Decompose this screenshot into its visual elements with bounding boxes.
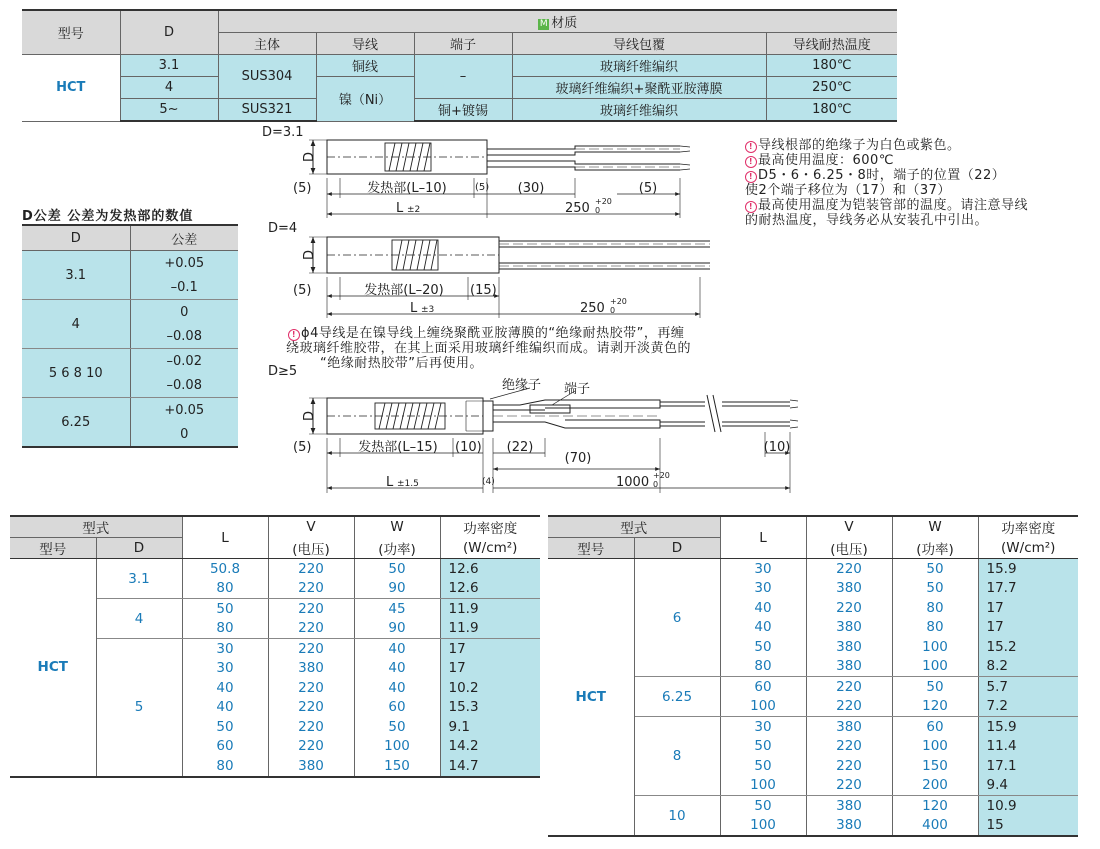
l-value: 60 <box>182 737 268 757</box>
v-value: 220 <box>268 678 354 698</box>
h-material-label: 材质 <box>551 16 578 31</box>
pd-value: 12.6 <box>440 579 540 599</box>
h-model: 型号 <box>548 538 634 559</box>
h-cover: 导线包覆 <box>512 33 766 55</box>
dim-f: (10) <box>763 440 791 455</box>
v-value: 380 <box>806 796 892 816</box>
body-sus304: SUS304 <box>218 55 316 99</box>
v-value: 380 <box>268 756 354 777</box>
caution-icon: ! <box>745 171 757 183</box>
l-value: 50 <box>182 717 268 737</box>
tol-d: 3.1 <box>22 251 130 300</box>
h-lead: 导线 <box>316 33 414 55</box>
l-value: 50 <box>720 737 806 757</box>
tol-upper: –0.02 <box>130 349 238 374</box>
v-value: 220 <box>268 639 354 659</box>
l-value: 30 <box>720 559 806 579</box>
dim-heat: 发热部(L–15) <box>358 440 438 455</box>
v-value: 380 <box>806 816 892 837</box>
l-value: 50 <box>720 796 806 816</box>
pd-value: 15.2 <box>978 637 1078 657</box>
dim-heat: 发热部(L–20) <box>364 283 444 298</box>
l-value: 40 <box>182 698 268 718</box>
spec-table-right <box>548 515 1078 837</box>
pd-value: 15.3 <box>440 698 540 718</box>
lead-note-block <box>288 326 691 371</box>
pd-value: 11.9 <box>440 599 540 619</box>
pd-value: 15.9 <box>978 717 1078 737</box>
w-value: 400 <box>892 816 978 837</box>
dim-lead-tol-up: +20 <box>610 297 627 306</box>
w-value: 150 <box>892 756 978 776</box>
note-4-cont: 的耐热温度，导线务必从安装孔中引出。 <box>745 213 989 228</box>
w-value: 80 <box>892 598 978 618</box>
w-value: 50 <box>354 559 440 579</box>
w-value: 150 <box>354 756 440 777</box>
model-hct: HCT <box>22 55 120 122</box>
tol-d: 6.25 <box>22 398 130 448</box>
tolerance-title: D公差 公差为发热部的数值 <box>22 209 194 224</box>
dim-d: D <box>302 249 317 261</box>
v-value: 220 <box>268 579 354 599</box>
dim-b: (15) <box>470 283 497 298</box>
h-d: D <box>634 538 720 559</box>
v-value: 220 <box>268 599 354 619</box>
callout-terminal: 端子 <box>564 382 591 397</box>
tol-lower: 0 <box>130 422 238 447</box>
lead-note-1: ! ϕ4导线是在镍导线上缠绕聚酰亚胺薄膜的“绝缘耐热胶带”，再缠 <box>288 326 691 341</box>
h-d: D <box>120 10 218 55</box>
note-3: ! D5・6・6.25・8时，端子的位置（22） <box>745 168 1028 183</box>
v-value: 220 <box>806 677 892 697</box>
pd-value: 9.4 <box>978 776 1078 796</box>
dim-l: L <box>410 301 418 316</box>
l-value: 80 <box>182 756 268 777</box>
h-w-sub: (功率) <box>354 538 440 559</box>
w-value: 90 <box>354 619 440 639</box>
l-value: 60 <box>720 677 806 697</box>
dim-heat: 发热部(L–10) <box>367 181 447 196</box>
w-value: 100 <box>354 737 440 757</box>
h-w-sub: (功率) <box>892 538 978 559</box>
d-group: 8 <box>634 717 720 796</box>
insulator-d5 <box>483 401 493 431</box>
l-value: 100 <box>720 697 806 717</box>
w-value: 50 <box>892 559 978 579</box>
pd-value: 17 <box>978 598 1078 618</box>
lead-copper: 铜线 <box>316 55 414 77</box>
w-value: 40 <box>354 639 440 659</box>
diagram-title-d4: D=4 <box>268 221 298 236</box>
v-value: 220 <box>806 559 892 579</box>
w-value: 100 <box>892 737 978 757</box>
pd-value: 17 <box>440 659 540 679</box>
h-v: V <box>806 516 892 538</box>
w-value: 45 <box>354 599 440 619</box>
table-row <box>548 559 1078 579</box>
w-value: 40 <box>354 678 440 698</box>
v-value: 220 <box>268 559 354 579</box>
pd-value: 17.1 <box>978 756 1078 776</box>
h-pd: 功率密度 <box>978 516 1078 538</box>
dim-l-tol: ±3 <box>421 305 435 315</box>
tol-h-d: D <box>22 225 130 251</box>
pd-value: 17 <box>978 618 1078 638</box>
pd-value: 17.7 <box>978 579 1078 599</box>
h-pd: 功率密度 <box>440 516 540 538</box>
tol-lower: –0.08 <box>130 373 238 398</box>
l-value: 50 <box>182 599 268 619</box>
pd-value: 15.9 <box>978 559 1078 579</box>
l-value: 50 <box>720 637 806 657</box>
l-value: 80 <box>720 657 806 677</box>
temp-value: 250℃ <box>766 77 897 99</box>
d-value: 4 <box>120 77 218 99</box>
diagram-title-d31: D=3.1 <box>262 125 304 140</box>
caution-icon: ! <box>288 329 300 341</box>
temp-value: 180℃ <box>766 55 897 77</box>
pd-value: 8.2 <box>978 657 1078 677</box>
w-value: 60 <box>354 698 440 718</box>
dim-lead-tol-lo: 0 <box>595 206 601 215</box>
temp-value: 180℃ <box>766 99 897 122</box>
d-group: 4 <box>96 599 182 639</box>
w-value: 50 <box>354 717 440 737</box>
dim-lead-tol-up: +20 <box>595 197 612 206</box>
cover-value: 玻璃纤维编织 <box>512 99 766 122</box>
dim-e: (70) <box>564 451 592 466</box>
dim-g: (4) <box>482 477 495 487</box>
h-type: 型式 <box>10 516 182 538</box>
pd-value: 11.9 <box>440 619 540 639</box>
lead-note-3: “绝缘耐热胶带”后再使用。 <box>320 356 483 371</box>
caution-icon: ! <box>745 156 757 168</box>
w-value: 90 <box>354 579 440 599</box>
note-4: ! 最高使用温度为铠装管部的温度。请注意导线 <box>745 198 1028 213</box>
d-group: 6.25 <box>634 677 720 717</box>
l-value: 40 <box>182 678 268 698</box>
dim-d: D <box>302 151 317 163</box>
tol-d: 5 6 8 10 <box>22 349 130 398</box>
dim-l-tol: ±1.5 <box>397 479 419 489</box>
w-value: 50 <box>892 677 978 697</box>
l-value: 40 <box>720 598 806 618</box>
l-value: 80 <box>182 619 268 639</box>
d-group: 10 <box>634 796 720 837</box>
dim-lead-tol-lo: 0 <box>653 480 659 489</box>
w-value: 40 <box>354 659 440 679</box>
v-value: 220 <box>806 776 892 796</box>
caution-icon: ! <box>745 201 757 213</box>
spec-table-left <box>10 515 540 778</box>
d-value: 5~ <box>120 99 218 122</box>
h-pd-sub: (W/cm²) <box>978 538 1078 559</box>
l-value: 100 <box>720 776 806 796</box>
note-3-cont: 使2个端子移位为（17）和（37） <box>745 183 951 198</box>
h-type: 型式 <box>548 516 720 538</box>
l-value: 40 <box>720 618 806 638</box>
tol-d: 4 <box>22 300 130 349</box>
d-value: 3.1 <box>120 55 218 77</box>
notes-block <box>745 138 1028 228</box>
dim-l: L <box>396 201 404 216</box>
pd-value: 17 <box>440 639 540 659</box>
v-value: 220 <box>806 697 892 717</box>
h-body: 主体 <box>218 33 316 55</box>
dim-lead: 250 <box>580 301 605 316</box>
dim-l-tol: ±2 <box>407 205 421 215</box>
dim-a: (5) <box>293 283 312 298</box>
dim-lead-tol-up: +20 <box>653 471 670 480</box>
dim-lead-tol-lo: 0 <box>610 306 616 315</box>
tol-upper: +0.05 <box>130 251 238 276</box>
v-value: 380 <box>806 657 892 677</box>
v-value: 220 <box>268 619 354 639</box>
tol-lower: –0.1 <box>130 275 238 300</box>
note-1: ! 导线根部的绝缘子为白色或紫色。 <box>745 138 1028 153</box>
w-value: 50 <box>892 579 978 599</box>
dim-a: (5) <box>293 440 312 455</box>
l-value: 30 <box>720 579 806 599</box>
model-hct: HCT <box>10 559 96 777</box>
dim-e: (5) <box>638 181 658 196</box>
l-value: 50 <box>720 756 806 776</box>
v-value: 220 <box>268 698 354 718</box>
v-value: 380 <box>806 717 892 737</box>
w-value: 100 <box>892 637 978 657</box>
l-value: 30 <box>720 717 806 737</box>
cover-value: 玻璃纤维编织 <box>512 55 766 77</box>
w-value: 120 <box>892 697 978 717</box>
w-value: 80 <box>892 618 978 638</box>
dim-c: (30) <box>517 181 545 196</box>
w-value: 100 <box>892 657 978 677</box>
v-value: 220 <box>806 756 892 776</box>
l-value: 30 <box>182 659 268 679</box>
d-group: 6 <box>634 559 720 677</box>
note-2: ! 最高使用温度：600℃ <box>745 153 1028 168</box>
table-row <box>10 559 540 579</box>
dim-b: (5) <box>475 182 490 193</box>
v-value: 380 <box>806 637 892 657</box>
h-d: D <box>96 538 182 559</box>
h-w: W <box>892 516 978 538</box>
terminal-copper-tin: 铜+镀锡 <box>414 99 512 122</box>
l-value: 80 <box>182 579 268 599</box>
h-w: W <box>354 516 440 538</box>
lead-nickel: 镍（Ni） <box>316 77 414 122</box>
h-v: V <box>268 516 354 538</box>
diagram-title-d5: D≥5 <box>268 364 298 379</box>
d-group: 5 <box>96 639 182 777</box>
h-model: 型号 <box>22 10 120 55</box>
v-value: 220 <box>268 717 354 737</box>
h-l: L <box>720 516 806 559</box>
pd-value: 10.2 <box>440 678 540 698</box>
dim-c: (22) <box>506 440 534 455</box>
tol-upper: 0 <box>130 300 238 325</box>
dim-l: L <box>386 475 394 490</box>
h-model: 型号 <box>10 538 96 559</box>
tol-lower: –0.08 <box>130 324 238 349</box>
h-pd-sub: (W/cm²) <box>440 538 540 559</box>
pd-value: 15 <box>978 816 1078 837</box>
pd-value: 14.2 <box>440 737 540 757</box>
v-value: 220 <box>806 737 892 757</box>
body-sus321: SUS321 <box>218 99 316 122</box>
dim-a: (5) <box>293 181 312 196</box>
callout-insulator: 绝缘子 <box>502 378 542 393</box>
terminal-d5 <box>530 405 570 413</box>
dim-d: D <box>302 410 317 422</box>
l-value: 30 <box>182 639 268 659</box>
tol-h-tol: 公差 <box>130 225 238 251</box>
v-value: 380 <box>806 618 892 638</box>
h-v-sub: (电压) <box>268 538 354 559</box>
pd-value: 9.1 <box>440 717 540 737</box>
h-v-sub: (电压) <box>806 538 892 559</box>
material-badge-icon: M <box>539 19 548 29</box>
v-value: 380 <box>268 659 354 679</box>
tol-upper: +0.05 <box>130 398 238 423</box>
h-temp: 导线耐热温度 <box>766 33 897 55</box>
dim-lead: 250 <box>565 201 590 216</box>
pd-value: 7.2 <box>978 697 1078 717</box>
v-value: 220 <box>806 598 892 618</box>
h-terminal: 端子 <box>414 33 512 55</box>
l-value: 50.8 <box>182 559 268 579</box>
terminal-none: – <box>414 55 512 99</box>
dim-lead: 1000 <box>616 475 650 490</box>
w-value: 60 <box>892 717 978 737</box>
d-group: 3.1 <box>96 559 182 599</box>
lead-note-2: 绕玻璃纤维胶带，在其上面采用玻璃纤维编织而成。请剥开淡黄色的 <box>286 341 692 356</box>
pd-value: 12.6 <box>440 559 540 579</box>
pd-value: 14.7 <box>440 756 540 777</box>
model-hct: HCT <box>548 559 634 837</box>
v-value: 220 <box>268 737 354 757</box>
v-value: 380 <box>806 579 892 599</box>
h-l: L <box>182 516 268 559</box>
caution-icon: ! <box>745 141 757 153</box>
w-value: 200 <box>892 776 978 796</box>
pd-value: 10.9 <box>978 796 1078 816</box>
pd-value: 5.7 <box>978 677 1078 697</box>
w-value: 120 <box>892 796 978 816</box>
pd-value: 11.4 <box>978 737 1078 757</box>
cover-value: 玻璃纤维编织+聚酰亚胺薄膜 <box>512 77 766 99</box>
l-value: 100 <box>720 816 806 837</box>
dim-b: (10) <box>455 440 482 455</box>
